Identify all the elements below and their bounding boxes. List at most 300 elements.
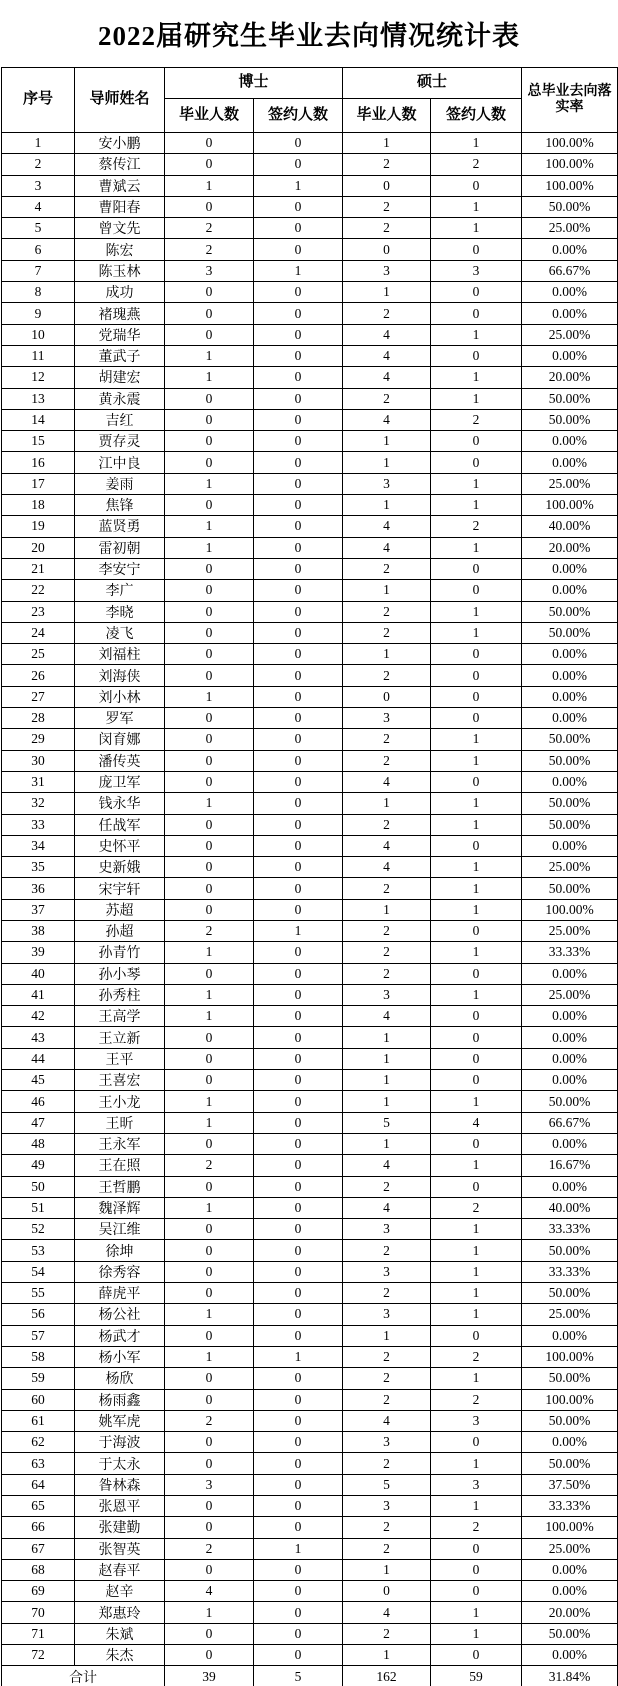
cell-index: 32	[2, 793, 75, 814]
cell-rate: 25.00%	[522, 1538, 618, 1559]
cell-doctor-signed: 0	[254, 793, 343, 814]
cell-rate: 0.00%	[522, 771, 618, 792]
cell-doctor-signed: 0	[254, 1389, 343, 1410]
cell-master-signed: 0	[431, 1048, 522, 1069]
cell-doctor-signed: 0	[254, 1474, 343, 1495]
cell-rate: 50.00%	[522, 878, 618, 899]
cell-master-graduates: 2	[343, 665, 431, 686]
header-index: 序号	[2, 68, 75, 133]
cell-master-graduates: 1	[343, 495, 431, 516]
table-row	[2, 771, 618, 792]
cell-advisor-name: 杨小军	[75, 1346, 165, 1367]
cell-advisor-name: 刘小林	[75, 686, 165, 707]
table-row	[2, 1346, 618, 1367]
graduate-statistics-table	[1, 67, 618, 1686]
cell-doctor-signed: 0	[254, 431, 343, 452]
cell-rate: 100.00%	[522, 899, 618, 920]
table-row	[2, 814, 618, 835]
cell-index: 72	[2, 1645, 75, 1666]
cell-rate: 50.00%	[522, 622, 618, 643]
cell-advisor-name: 贾存灵	[75, 431, 165, 452]
cell-master-graduates: 2	[343, 1623, 431, 1644]
cell-advisor-name: 成功	[75, 282, 165, 303]
cell-doctor-signed: 0	[254, 1453, 343, 1474]
cell-doctor-signed: 0	[254, 154, 343, 175]
table-row	[2, 1325, 618, 1346]
cell-doctor-signed: 0	[254, 558, 343, 579]
table-row	[2, 1155, 618, 1176]
cell-rate: 50.00%	[522, 1240, 618, 1261]
cell-index: 59	[2, 1368, 75, 1389]
table-row	[2, 1304, 618, 1325]
cell-advisor-name: 闵育娜	[75, 729, 165, 750]
cell-doctor-signed: 0	[254, 282, 343, 303]
cell-rate: 50.00%	[522, 409, 618, 430]
cell-doctor-graduates: 0	[165, 1559, 254, 1580]
cell-advisor-name: 吴江维	[75, 1219, 165, 1240]
cell-master-graduates: 1	[343, 793, 431, 814]
cell-advisor-name: 王在照	[75, 1155, 165, 1176]
table-row	[2, 1538, 618, 1559]
cell-master-graduates: 2	[343, 1453, 431, 1474]
cell-index: 6	[2, 239, 75, 260]
cell-rate: 0.00%	[522, 282, 618, 303]
cell-master-signed: 1	[431, 814, 522, 835]
cell-doctor-graduates: 0	[165, 452, 254, 473]
cell-doctor-signed: 1	[254, 920, 343, 941]
cell-doctor-graduates: 0	[165, 1645, 254, 1666]
cell-master-signed: 2	[431, 1517, 522, 1538]
table-row	[2, 920, 618, 941]
cell-master-signed: 0	[431, 1559, 522, 1580]
cell-rate: 33.33%	[522, 1219, 618, 1240]
cell-rate: 0.00%	[522, 1645, 618, 1666]
cell-master-graduates: 4	[343, 324, 431, 345]
cell-advisor-name: 王昕	[75, 1112, 165, 1133]
cell-doctor-signed: 0	[254, 1559, 343, 1580]
table-row	[2, 431, 618, 452]
cell-master-signed: 1	[431, 793, 522, 814]
cell-master-signed: 2	[431, 154, 522, 175]
cell-master-graduates: 1	[343, 1091, 431, 1112]
cell-index: 27	[2, 686, 75, 707]
cell-master-graduates: 2	[343, 1389, 431, 1410]
table-row	[2, 942, 618, 963]
cell-doctor-signed: 0	[254, 686, 343, 707]
table-row	[2, 1070, 618, 1091]
cell-doctor-graduates: 0	[165, 1219, 254, 1240]
cell-advisor-name: 王永军	[75, 1133, 165, 1154]
cell-doctor-signed: 0	[254, 857, 343, 878]
cell-doctor-graduates: 1	[165, 793, 254, 814]
cell-index: 33	[2, 814, 75, 835]
cell-master-signed: 2	[431, 409, 522, 430]
cell-index: 62	[2, 1432, 75, 1453]
cell-rate: 0.00%	[522, 580, 618, 601]
cell-doctor-graduates: 0	[165, 1325, 254, 1346]
cell-advisor-name: 苏超	[75, 899, 165, 920]
cell-master-graduates: 4	[343, 1155, 431, 1176]
cell-advisor-name: 胡建宏	[75, 367, 165, 388]
cell-master-graduates: 4	[343, 835, 431, 856]
cell-doctor-signed: 0	[254, 133, 343, 154]
cell-index: 15	[2, 431, 75, 452]
cell-doctor-graduates: 0	[165, 388, 254, 409]
table-row	[2, 367, 618, 388]
table-row	[2, 495, 618, 516]
cell-master-signed: 0	[431, 1432, 522, 1453]
cell-advisor-name: 孙超	[75, 920, 165, 941]
header-master-signed: 签约人数	[431, 99, 522, 133]
cell-doctor-graduates: 1	[165, 175, 254, 196]
cell-rate: 50.00%	[522, 1091, 618, 1112]
cell-index: 26	[2, 665, 75, 686]
table-row	[2, 452, 618, 473]
cell-rate: 0.00%	[522, 1133, 618, 1154]
table-row	[2, 303, 618, 324]
cell-master-signed: 0	[431, 686, 522, 707]
cell-master-graduates: 2	[343, 622, 431, 643]
cell-rate: 0.00%	[522, 1559, 618, 1580]
cell-master-graduates: 2	[343, 303, 431, 324]
cell-master-graduates: 0	[343, 239, 431, 260]
cell-master-graduates: 1	[343, 1133, 431, 1154]
cell-advisor-name: 赵辛	[75, 1581, 165, 1602]
cell-master-signed: 0	[431, 452, 522, 473]
cell-rate: 20.00%	[522, 1602, 618, 1623]
table-row	[2, 1368, 618, 1389]
cell-doctor-signed: 0	[254, 665, 343, 686]
cell-advisor-name: 曾文先	[75, 218, 165, 239]
cell-advisor-name: 李安宁	[75, 558, 165, 579]
table-row	[2, 1517, 618, 1538]
cell-doctor-signed: 1	[254, 1346, 343, 1367]
cell-advisor-name: 蔡传江	[75, 154, 165, 175]
cell-doctor-signed: 0	[254, 1112, 343, 1133]
table-row	[2, 1432, 618, 1453]
cell-rate: 50.00%	[522, 196, 618, 217]
table-row	[2, 857, 618, 878]
cell-doctor-signed: 0	[254, 580, 343, 601]
cell-advisor-name: 罗军	[75, 708, 165, 729]
cell-doctor-graduates: 0	[165, 771, 254, 792]
cell-doctor-signed: 0	[254, 1368, 343, 1389]
cell-index: 34	[2, 835, 75, 856]
cell-doctor-graduates: 0	[165, 857, 254, 878]
table-row	[2, 729, 618, 750]
cell-doctor-graduates: 0	[165, 899, 254, 920]
cell-advisor-name: 陈玉林	[75, 260, 165, 281]
table-row	[2, 750, 618, 771]
cell-doctor-graduates: 0	[165, 835, 254, 856]
cell-doctor-signed: 0	[254, 1602, 343, 1623]
table-row	[2, 260, 618, 281]
cell-index: 8	[2, 282, 75, 303]
cell-index: 12	[2, 367, 75, 388]
cell-doctor-signed: 0	[254, 1240, 343, 1261]
cell-advisor-name: 张恩平	[75, 1496, 165, 1517]
cell-index: 14	[2, 409, 75, 430]
table-row	[2, 1048, 618, 1069]
cell-master-graduates: 4	[343, 409, 431, 430]
table-row	[2, 1027, 618, 1048]
cell-advisor-name: 薛虎平	[75, 1283, 165, 1304]
cell-index: 28	[2, 708, 75, 729]
cell-master-graduates: 1	[343, 1325, 431, 1346]
cell-doctor-signed: 0	[254, 537, 343, 558]
cell-master-graduates: 2	[343, 1538, 431, 1559]
cell-doctor-signed: 0	[254, 644, 343, 665]
cell-master-signed: 0	[431, 303, 522, 324]
cell-doctor-signed: 0	[254, 1219, 343, 1240]
cell-doctor-graduates: 1	[165, 345, 254, 366]
cell-doctor-graduates: 0	[165, 1133, 254, 1154]
cell-doctor-graduates: 0	[165, 409, 254, 430]
cell-index: 64	[2, 1474, 75, 1495]
cell-master-graduates: 1	[343, 1559, 431, 1580]
cell-doctor-graduates: 0	[165, 1283, 254, 1304]
cell-index: 52	[2, 1219, 75, 1240]
cell-index: 20	[2, 537, 75, 558]
cell-index: 17	[2, 473, 75, 494]
table-row	[2, 537, 618, 558]
cell-doctor-graduates: 0	[165, 963, 254, 984]
cell-doctor-signed: 0	[254, 729, 343, 750]
cell-rate: 100.00%	[522, 1346, 618, 1367]
cell-master-signed: 0	[431, 644, 522, 665]
cell-master-graduates: 2	[343, 1368, 431, 1389]
cell-master-graduates: 2	[343, 218, 431, 239]
cell-index: 21	[2, 558, 75, 579]
cell-rate: 50.00%	[522, 1453, 618, 1474]
cell-doctor-signed: 0	[254, 708, 343, 729]
cell-doctor-signed: 0	[254, 1645, 343, 1666]
cell-master-signed: 0	[431, 963, 522, 984]
cell-index: 57	[2, 1325, 75, 1346]
cell-rate: 0.00%	[522, 665, 618, 686]
table-row	[2, 1389, 618, 1410]
cell-rate: 100.00%	[522, 133, 618, 154]
table-row	[2, 644, 618, 665]
total-master-graduates: 162	[343, 1666, 431, 1686]
cell-master-signed: 1	[431, 133, 522, 154]
cell-index: 18	[2, 495, 75, 516]
cell-rate: 50.00%	[522, 388, 618, 409]
cell-master-graduates: 4	[343, 537, 431, 558]
cell-index: 68	[2, 1559, 75, 1580]
table-row	[2, 1006, 618, 1027]
table-row	[2, 1559, 618, 1580]
cell-advisor-name: 杨武才	[75, 1325, 165, 1346]
cell-rate: 25.00%	[522, 920, 618, 941]
cell-doctor-signed: 0	[254, 771, 343, 792]
cell-advisor-name: 刘海侠	[75, 665, 165, 686]
cell-master-signed: 0	[431, 1325, 522, 1346]
cell-rate: 33.33%	[522, 1496, 618, 1517]
table-row	[2, 878, 618, 899]
table-row	[2, 1581, 618, 1602]
cell-index: 58	[2, 1346, 75, 1367]
table-row	[2, 1091, 618, 1112]
cell-doctor-graduates: 0	[165, 324, 254, 345]
cell-doctor-graduates: 2	[165, 218, 254, 239]
cell-master-graduates: 2	[343, 601, 431, 622]
cell-master-graduates: 1	[343, 431, 431, 452]
table-row	[2, 1112, 618, 1133]
cell-doctor-graduates: 1	[165, 1091, 254, 1112]
cell-doctor-graduates: 0	[165, 580, 254, 601]
cell-index: 3	[2, 175, 75, 196]
cell-master-graduates: 4	[343, 1197, 431, 1218]
cell-index: 56	[2, 1304, 75, 1325]
table-row	[2, 1133, 618, 1154]
cell-index: 22	[2, 580, 75, 601]
cell-doctor-signed: 1	[254, 175, 343, 196]
cell-index: 10	[2, 324, 75, 345]
table-row	[2, 1645, 618, 1666]
cell-master-signed: 0	[431, 665, 522, 686]
cell-index: 44	[2, 1048, 75, 1069]
total-row	[2, 1666, 618, 1686]
cell-master-graduates: 2	[343, 1176, 431, 1197]
cell-rate: 0.00%	[522, 644, 618, 665]
cell-doctor-signed: 0	[254, 899, 343, 920]
cell-advisor-name: 郑惠玲	[75, 1602, 165, 1623]
cell-doctor-signed: 0	[254, 1048, 343, 1069]
cell-index: 16	[2, 452, 75, 473]
cell-master-signed: 0	[431, 345, 522, 366]
cell-doctor-graduates: 0	[165, 1240, 254, 1261]
cell-master-signed: 0	[431, 1027, 522, 1048]
cell-master-signed: 1	[431, 729, 522, 750]
cell-advisor-name: 于海波	[75, 1432, 165, 1453]
cell-doctor-signed: 0	[254, 196, 343, 217]
cell-doctor-graduates: 0	[165, 814, 254, 835]
cell-index: 36	[2, 878, 75, 899]
table-row	[2, 622, 618, 643]
table-row	[2, 558, 618, 579]
cell-advisor-name: 朱杰	[75, 1645, 165, 1666]
table-row	[2, 196, 618, 217]
cell-master-signed: 1	[431, 942, 522, 963]
cell-index: 2	[2, 154, 75, 175]
cell-doctor-graduates: 2	[165, 1410, 254, 1431]
header-doctor-graduates: 毕业人数	[165, 99, 254, 133]
cell-rate: 0.00%	[522, 1027, 618, 1048]
cell-master-signed: 0	[431, 1538, 522, 1559]
cell-doctor-signed: 0	[254, 452, 343, 473]
cell-master-graduates: 2	[343, 920, 431, 941]
cell-doctor-graduates: 0	[165, 133, 254, 154]
cell-rate: 50.00%	[522, 1623, 618, 1644]
cell-master-graduates: 2	[343, 1240, 431, 1261]
cell-doctor-signed: 0	[254, 516, 343, 537]
cell-master-signed: 1	[431, 1368, 522, 1389]
cell-index: 9	[2, 303, 75, 324]
table-row	[2, 154, 618, 175]
table-row	[2, 282, 618, 303]
cell-master-graduates: 2	[343, 729, 431, 750]
cell-doctor-graduates: 1	[165, 473, 254, 494]
cell-index: 65	[2, 1496, 75, 1517]
cell-master-graduates: 3	[343, 708, 431, 729]
cell-master-graduates: 1	[343, 1027, 431, 1048]
cell-master-signed: 1	[431, 196, 522, 217]
table-row	[2, 984, 618, 1005]
cell-master-signed: 1	[431, 750, 522, 771]
cell-rate: 33.33%	[522, 942, 618, 963]
cell-doctor-graduates: 0	[165, 196, 254, 217]
cell-doctor-signed: 0	[254, 388, 343, 409]
cell-master-graduates: 1	[343, 644, 431, 665]
cell-master-signed: 1	[431, 1091, 522, 1112]
cell-doctor-signed: 0	[254, 1133, 343, 1154]
cell-index: 38	[2, 920, 75, 941]
cell-master-signed: 0	[431, 1006, 522, 1027]
cell-doctor-signed: 0	[254, 1070, 343, 1091]
cell-index: 46	[2, 1091, 75, 1112]
cell-master-signed: 1	[431, 1261, 522, 1282]
table-row	[2, 1623, 618, 1644]
cell-rate: 0.00%	[522, 1581, 618, 1602]
cell-advisor-name: 吉红	[75, 409, 165, 430]
table-row	[2, 239, 618, 260]
cell-advisor-name: 曹阳春	[75, 196, 165, 217]
cell-master-signed: 1	[431, 1496, 522, 1517]
cell-master-signed: 0	[431, 580, 522, 601]
cell-master-signed: 0	[431, 708, 522, 729]
cell-advisor-name: 孙秀柱	[75, 984, 165, 1005]
cell-doctor-graduates: 4	[165, 1581, 254, 1602]
cell-index: 70	[2, 1602, 75, 1623]
table-body	[2, 133, 618, 1686]
cell-rate: 16.67%	[522, 1155, 618, 1176]
cell-advisor-name: 董武子	[75, 345, 165, 366]
cell-rate: 25.00%	[522, 324, 618, 345]
cell-doctor-graduates: 0	[165, 1048, 254, 1069]
table-header	[2, 68, 618, 133]
cell-doctor-graduates: 1	[165, 686, 254, 707]
cell-doctor-signed: 0	[254, 1176, 343, 1197]
table-row	[2, 899, 618, 920]
cell-advisor-name: 凌飞	[75, 622, 165, 643]
cell-rate: 100.00%	[522, 154, 618, 175]
cell-doctor-signed: 0	[254, 1006, 343, 1027]
cell-master-signed: 1	[431, 367, 522, 388]
cell-master-signed: 0	[431, 239, 522, 260]
cell-master-signed: 0	[431, 1070, 522, 1091]
cell-doctor-graduates: 0	[165, 495, 254, 516]
cell-doctor-signed: 0	[254, 1027, 343, 1048]
cell-master-signed: 2	[431, 516, 522, 537]
table-row	[2, 388, 618, 409]
header-doctor-signed: 签约人数	[254, 99, 343, 133]
cell-master-signed: 1	[431, 218, 522, 239]
cell-rate: 0.00%	[522, 1325, 618, 1346]
cell-master-signed: 1	[431, 1304, 522, 1325]
cell-master-graduates: 3	[343, 984, 431, 1005]
cell-advisor-name: 张建勤	[75, 1517, 165, 1538]
cell-index: 48	[2, 1133, 75, 1154]
cell-rate: 0.00%	[522, 303, 618, 324]
cell-advisor-name: 李晓	[75, 601, 165, 622]
cell-master-graduates: 1	[343, 1645, 431, 1666]
cell-advisor-name: 杨雨鑫	[75, 1389, 165, 1410]
cell-index: 1	[2, 133, 75, 154]
cell-rate: 50.00%	[522, 1410, 618, 1431]
table-row	[2, 133, 618, 154]
table-row	[2, 516, 618, 537]
